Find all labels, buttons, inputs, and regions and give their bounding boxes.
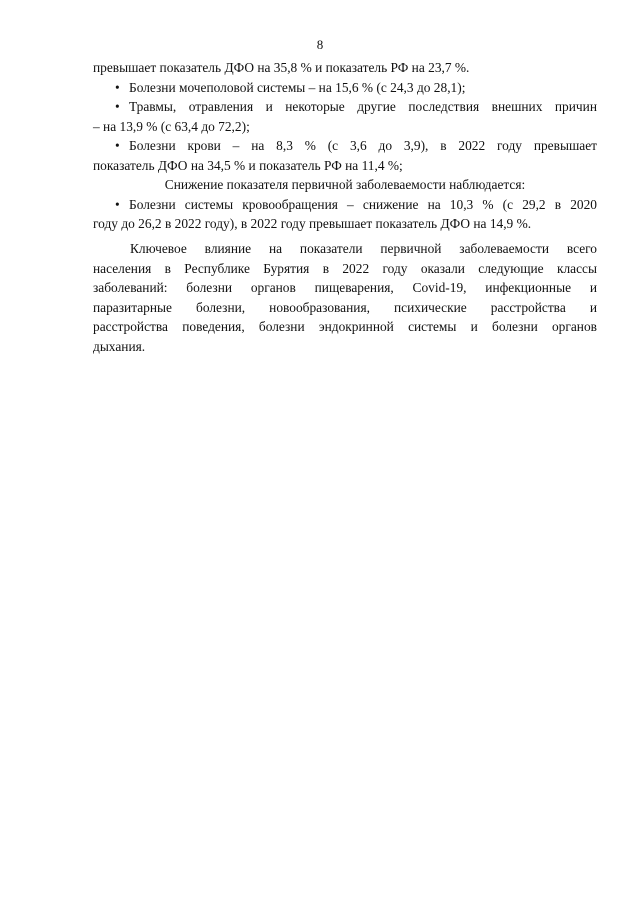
text-line: расстройства поведения, болезни эндокринной системы и болезни органов (93, 319, 597, 334)
text-line: населения в Республике Бурятия в 2022 году оказали следующие классы (93, 260, 597, 276)
text-line: году до 26,2 в 2022 году), в 2022 году превышает показатель ДФО на 14,9 %. (93, 216, 532, 231)
bullet-icon: • (115, 99, 120, 114)
bullet-text: Болезни мочеполовой системы – на 15,6 % (с 24,3 до 28,1); (129, 79, 466, 95)
bullet-item-injuries (93, 97, 597, 117)
body-text-block (93, 58, 597, 234)
bullet-icon: • (115, 196, 120, 212)
text-line: паразитарные болезни, новообразования, психические расстройства и (93, 299, 597, 315)
bullet-text: Болезни системы кровообращения – снижение на 10,3 % (с 29,2 в 2020 (129, 196, 597, 212)
bullet-item-circulatory (93, 195, 597, 215)
key-influence-paragraph (93, 239, 597, 356)
text-line: заболеваний: болезни органов пищеварения, Covid-19, инфекционные и (93, 280, 597, 295)
text-line: Ключевое влияние на показатели первичной заболеваемости всего (130, 241, 597, 256)
bullet-item-blood (93, 136, 597, 156)
page-number: 8 (316, 37, 324, 52)
bullet-icon: • (115, 79, 120, 95)
text-line: превышает показатель ДФО на 35,8 % и показатель РФ на 23,7 %. (93, 60, 470, 75)
text-line: – на 13,9 % (с 63,4 до 72,2); (93, 118, 250, 134)
bullet-text: Травмы, отравления и некоторые другие последствия внешних причин (129, 99, 597, 114)
bullet-icon: • (115, 138, 120, 153)
bullet-item-genitourinary (93, 78, 597, 98)
text-line: показатель ДФО на 34,5 % и показатель РФ на 11,4 %; (93, 157, 403, 173)
text-line: дыхания. (93, 338, 146, 354)
decrease-heading: Снижение показателя первичной заболеваемости наблюдается: (164, 177, 526, 192)
bullet-text: Болезни крови – на 8,3 % (с 3,6 до 3,9), в 2022 году превышает (129, 138, 597, 153)
